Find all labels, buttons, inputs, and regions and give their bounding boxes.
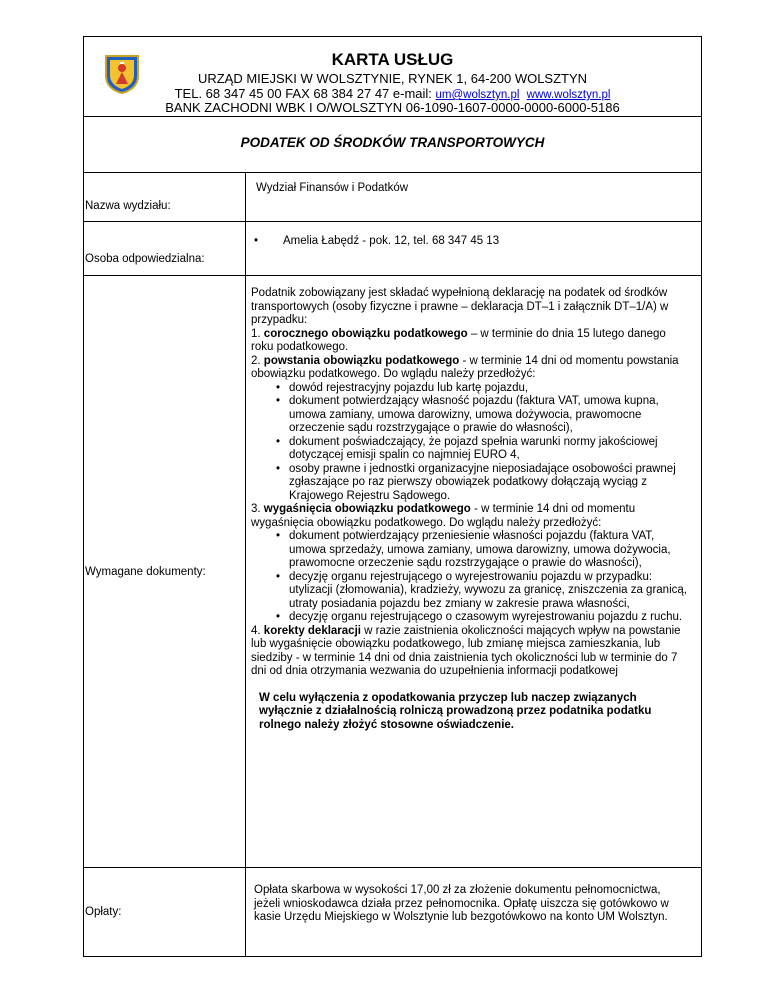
person-value (246, 222, 701, 275)
case-2-list (251, 382, 689, 504)
department-row (84, 173, 701, 222)
case-3-list (251, 530, 689, 625)
case-3-number: 3. (251, 503, 264, 515)
case-1-title: corocznego obowiązku podatkowego (263, 327, 468, 340)
subject-title: PODATEK OD ŚRODKÓW TRANSPORTOWYCH (240, 135, 545, 150)
website-link[interactable]: www.wolsztyn.pl (526, 89, 611, 101)
case-1-text: – w terminie do dnia 15 lutego danego roku podatkowego. (251, 327, 666, 353)
documents-intro: Podatnik zobowiązany jest składać wypełnioną deklarację na podatek od środków transportowych (osoby fizyczne i prawne – deklaracja DT–1 i załącznik DT–1/A) w przypadku: (251, 287, 669, 326)
case-3 (251, 503, 689, 530)
person-label: Osoba odpowiedzialna: (84, 222, 246, 275)
list-item: • dokument potwierdzający przeniesienie własności pojazdu (faktura VAT, umowa sprzedaży, umowa zamiany, umowa darowizny, umowa dożywocia, prawomocne orzeczenie sądu rozstrzygające o prawie do własności), (289, 530, 689, 571)
fees-value: Opłata skarbowa w wysokości 17,00 zł za złożenie dokumentu pełnomocnictwa, jeżeli wnioskodawca działa przez pełnomocnika. Opłatę uiszcza się gotówkowo w kasie Urzędu Miejskiego w Wolsztynie lub bezgotówkowo na konto UM Wolsztyn. (254, 884, 669, 923)
list-item: • dokument potwierdzający własność pojazdu (faktura VAT, umowa kupna, umowa zamiany, umowa darowizny, umowa dożywocia, prawomocne orzeczenie sądu rozstrzygające o prawie do własności), (289, 395, 689, 436)
list-item: • osoby prawne i jednostki organizacyjne nieposiadające osobowości prawnej zgłaszające po raz pierwszy obowiązek podatkowy dołączają wyciąg z Krajowego Rejestru Sądowego. (289, 463, 689, 504)
case-1-number: 1. (251, 327, 264, 340)
case-1 (251, 328, 689, 355)
list-item: • decyzję organu rejestrującego o czasowym wyrejestrowaniu pojazdu z ruchu. (289, 611, 689, 625)
email-link[interactable]: um@wolsztyn.pl (435, 89, 520, 101)
person-contact: • Amelia Łabędź - pok. 12, tel. 68 347 45 13 (251, 235, 689, 249)
bank-account: BANK ZACHODNI WBK I O/WOLSZTYN 06-1090-1607-0000-0000-6000-5186 (165, 100, 620, 115)
fees-row (84, 868, 701, 957)
header (84, 37, 701, 117)
person-row (84, 222, 701, 276)
case-3-text: - w terminie 14 dni od momentu wygaśnięcia obowiązku podatkowego. Do wglądu należy przedłożyć: (251, 503, 636, 529)
case-4-text: w razie zaistnienia okoliczności mających wpływ na powstanie lub wygaśnięcie obowiązku podatkowego, lub zmianę miejsca zamieszkania, lub siedziby - w terminie 14 dni od dnia zaistnienia tych okoliczności lub w terminie do 7 dni od dnia otrzymania wezwania do uzupełnienia informacji podatkowej (251, 624, 681, 677)
fees-label: Opłaty: (84, 868, 246, 956)
documents-row (84, 276, 701, 868)
exemption-note: W celu wyłączenia z opodatkowania przyczep lub naczep związanych wyłącznie z działalnością rolniczą prowadzoną przez podatnika podatku rolnego należy złożyć stosowne oświadczenie. (259, 691, 652, 731)
case-2-number: 2. (251, 354, 264, 367)
case-4 (251, 625, 689, 679)
list-item: • dokument poświadczający, że pojazd spełnia warunki normy jakościowej dotyczącej emisji spalin co najmniej EURO 4, (289, 436, 689, 463)
documents-label: Wymagane dokumenty: (84, 276, 246, 867)
service-card (83, 36, 702, 957)
list-item: • decyzję organu rejestrującego o wyrejestrowaniu pojazdu w przypadku: utylizacji (złomowania), kradzieży, wywozu za granicę, zniszczenia za granicą, utraty posiadania pojazdu bez zmiany w zakresie prawa własności, (289, 571, 689, 612)
documents-value (246, 276, 701, 867)
list-item: • dowód rejestracyjny pojazdu lub kartę pojazdu, (289, 382, 689, 396)
office-address: URZĄD MIEJSKI W WOLSZTYNIE, RYNEK 1, 64-200 WOLSZTYN (197, 71, 588, 86)
case-4-number: 4. (251, 624, 264, 637)
contact-line (84, 86, 701, 101)
case-4-title: korekty deklaracji (263, 624, 361, 637)
department-value: Wydział Finansów i Podatków (256, 182, 409, 194)
case-2 (251, 355, 689, 382)
contact-phone-fax: TEL. 68 347 45 00 FAX 68 384 27 47 e-mail: (174, 86, 432, 101)
case-2-title: powstania obowiązku podatkowego (263, 354, 460, 367)
case-2-text: - w terminie 14 dni od momentu powstania obowiązku podatkowego. Do wglądu należy przedłożyć: (251, 354, 679, 380)
department-label: Nazwa wydziału: (84, 173, 246, 221)
case-3-title: wygaśnięcia obowiązku podatkowego (263, 503, 471, 515)
card-title: KARTA USŁUG (331, 50, 454, 69)
service-subject (84, 117, 701, 173)
